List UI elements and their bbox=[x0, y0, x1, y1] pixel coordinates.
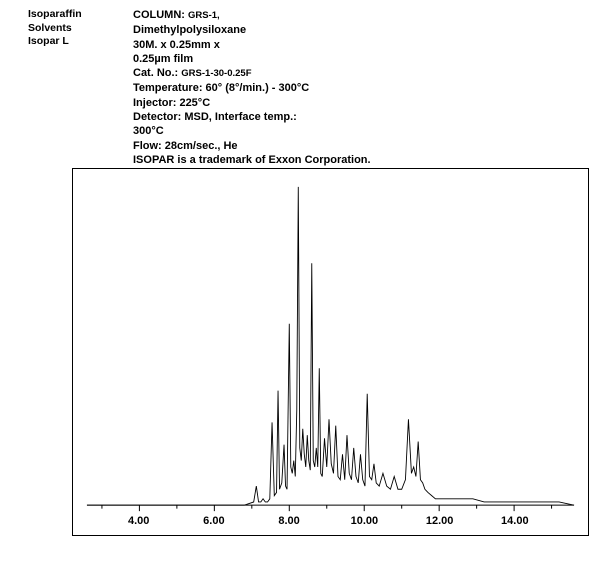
spec-line-dimensions bbox=[133, 38, 463, 52]
spec-line-flow bbox=[133, 139, 463, 153]
spec-line-detector-temp bbox=[133, 124, 463, 138]
column-spec-column bbox=[133, 8, 463, 167]
x-axis-tick-label: 8.00 bbox=[278, 515, 300, 527]
spec-line-catalog bbox=[133, 66, 463, 81]
spec-label: Flow: 28cm/sec., He bbox=[133, 139, 238, 152]
x-axis-tick-label: 6.00 bbox=[203, 515, 225, 527]
spec-line-trademark bbox=[133, 153, 463, 167]
spec-label: Cat. No.: bbox=[133, 67, 182, 80]
chromatogram-trace bbox=[87, 187, 574, 505]
product-title-line: Solvents bbox=[28, 21, 72, 34]
spec-value: GRS-1, bbox=[188, 10, 220, 21]
header-block bbox=[0, 0, 600, 166]
spec-label: Dimethylpolysiloxane bbox=[133, 24, 247, 37]
chromatogram-plot bbox=[73, 169, 588, 535]
spec-line-column bbox=[133, 8, 463, 23]
x-axis-tick-label: 10.00 bbox=[350, 515, 379, 527]
spec-label: ISOPAR is a trademark of Exxon Corporation. bbox=[133, 153, 371, 166]
spec-line-film bbox=[133, 52, 463, 66]
spec-label: 0.25µm film bbox=[133, 52, 194, 65]
spec-line-detector bbox=[133, 110, 463, 124]
spec-line-phase bbox=[133, 23, 463, 37]
product-title-column bbox=[28, 8, 128, 49]
product-title-line: Isopar L bbox=[28, 35, 69, 47]
spec-line-temperature bbox=[133, 81, 463, 95]
spec-label: COLUMN: bbox=[133, 9, 188, 21]
x-axis-tick-label: 14.00 bbox=[501, 515, 529, 527]
spec-label: Injector: 225°C bbox=[133, 96, 211, 109]
spec-line-injector bbox=[133, 96, 463, 110]
spec-label: 300°C bbox=[133, 125, 164, 138]
spec-label: Detector: MSD, Interface temp.: bbox=[133, 111, 297, 124]
spec-label: 30M. x 0.25mm x bbox=[133, 38, 220, 51]
chromatogram-frame bbox=[72, 168, 589, 536]
spec-value: GRS-1-30-0.25F bbox=[181, 68, 252, 80]
product-title-line: Isoparaffin bbox=[28, 8, 82, 20]
x-axis-tick-label: 12.00 bbox=[425, 515, 454, 527]
spec-label: Temperature: 60° (8°/min.) - 300°C bbox=[133, 82, 310, 95]
x-axis-tick-labels bbox=[72, 515, 589, 535]
x-axis-tick-label: 4.00 bbox=[127, 515, 150, 527]
